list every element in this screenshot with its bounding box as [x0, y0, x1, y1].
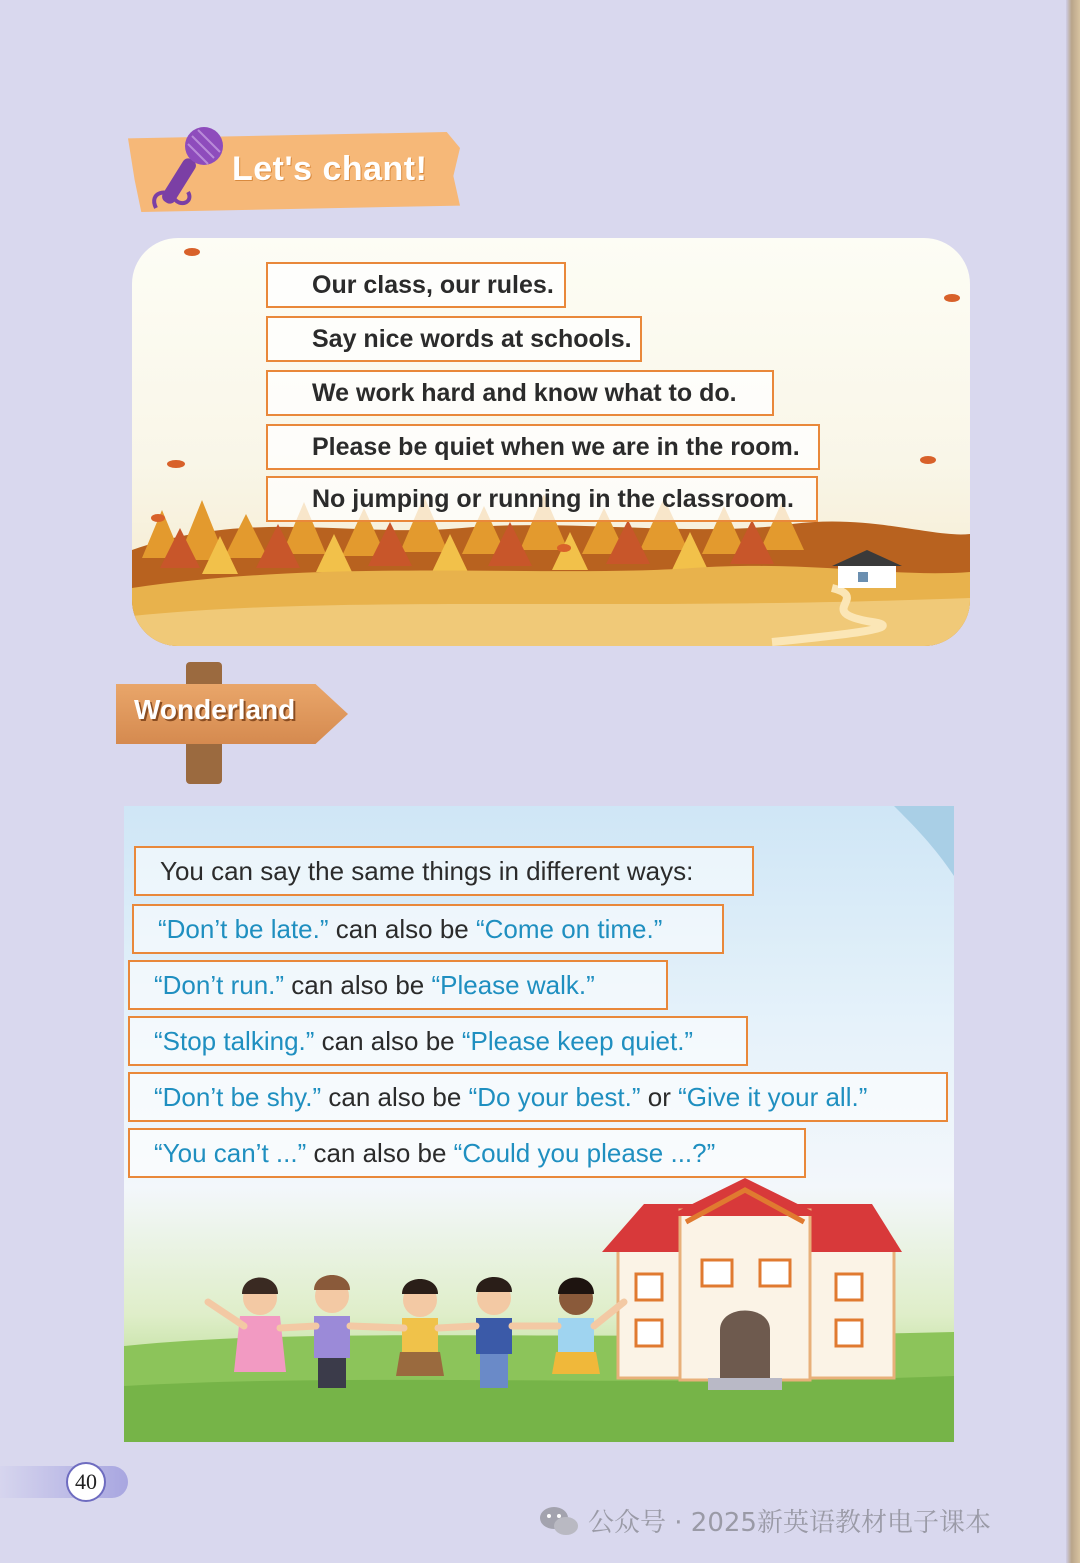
phrase-connector: can also be — [328, 914, 476, 944]
page-number-tab — [0, 1466, 128, 1498]
wonderland-intro: You can say the same things in different ways: — [134, 846, 754, 896]
chant-line-1: Our class, our rules. — [266, 262, 566, 308]
phrase-alternative: “Come on time.” — [475, 914, 663, 944]
phrase-alternative: “Do your best.” — [468, 1082, 641, 1112]
chant-line-4: Please be quiet when we are in the room. — [266, 424, 820, 470]
chant-line-5: No jumping or running in the classroom. — [266, 476, 818, 522]
phrase-alternative: “Please keep quiet.” — [461, 1026, 694, 1056]
wonderland-sign: Wonderland — [134, 694, 296, 725]
phrase-original: “Don’t run.” — [154, 970, 285, 1000]
chant-title: Let's chant! — [232, 150, 428, 188]
wonderland-panel — [124, 806, 954, 1442]
phrase-connector: can also be — [321, 1082, 469, 1112]
page-edge — [1066, 0, 1080, 1563]
phrase-row — [128, 960, 668, 1010]
wechat-icon — [538, 1504, 580, 1538]
phrase-alternative: “Please walk.” — [431, 970, 595, 1000]
phrase-alternative: “Could you please ...?” — [453, 1138, 716, 1168]
phrase-connector-or: or — [640, 1082, 679, 1112]
phrase-original: “Stop talking.” — [154, 1026, 315, 1056]
watermark: 公众号 · 2025新英语教材电子课本 — [588, 1508, 991, 1538]
phrase-original: “You can’t ...” — [154, 1138, 307, 1168]
phrase-row — [128, 1128, 806, 1178]
page-number: 40 — [66, 1462, 106, 1502]
phrase-original: “Don’t be shy.” — [154, 1082, 322, 1112]
phrase-row — [128, 1072, 948, 1122]
phrase-row — [128, 1016, 748, 1066]
phrase-row — [132, 904, 724, 954]
school-kids-illustration — [124, 806, 954, 1442]
phrase-connector: can also be — [306, 1138, 454, 1168]
phrase-original: “Don’t be late.” — [158, 914, 329, 944]
chant-line-2: Say nice words at schools. — [266, 316, 642, 362]
phrase-connector: can also be — [284, 970, 432, 1000]
microphone-icon — [148, 122, 228, 214]
phrase-alternative-2: “Give it your all.” — [678, 1082, 868, 1112]
chant-line-3: We work hard and know what to do. — [266, 370, 774, 416]
phrase-connector: can also be — [314, 1026, 462, 1056]
